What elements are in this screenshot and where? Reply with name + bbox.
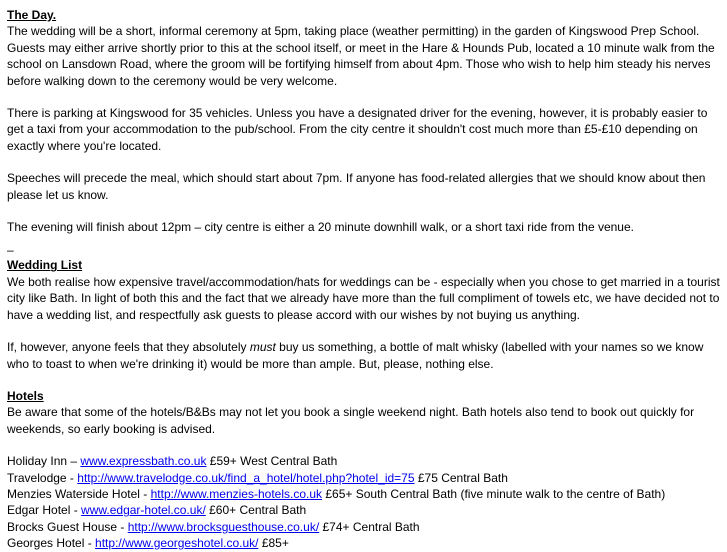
- hotel-details: £59+ West Central Bath: [206, 454, 338, 469]
- hotel-details: £75 Central Bath: [414, 470, 508, 485]
- paragraph-parking: There is parking at Kingswood for 35 vehicles. Unless you have a designated driver for the evening, however, it is probably easier to get a taxi from your accommodation to the pub/school. From the city centre it shouldn't cost much more than £5-£10 depending on exactly where you're located.: [7, 106, 708, 153]
- hotel-details: £60+ Central Bath: [205, 503, 307, 518]
- hotel-link-brocks[interactable]: http://www.brocksguesthouse.co.uk/: [127, 519, 320, 534]
- hotel-details: £74+ Central Bath: [319, 519, 420, 534]
- paragraph-hotels-intro: Be aware that some of the hotels/B&Bs may not let you book a single weekend night. Bath hotels also tend to book out quickly for weekends, so early booking is advised.: [7, 405, 695, 436]
- hotel-details: £65+ South Central Bath (five minute walk to the centre of Bath): [322, 486, 666, 501]
- hotel-name: Travelodge -: [7, 470, 78, 485]
- hotel-name: Menzies Waterside Hotel -: [7, 486, 151, 501]
- hotel-name: Brocks Guest House -: [7, 519, 128, 534]
- paragraph-ceremony: The wedding will be a short, informal ceremony at 5pm, taking place (weather permitting) in the garden of Kingswood Prep School. Guests may either arrive shortly prior to this at the school itself, or meet in the Hare & Hounds Pub, located a 10 minute walk from the school on Lansdown Road, where the groom will be fortifying himself from about 4pm. Those who wish to help him steady his nerves before walking down to the ceremony would be very welcome.: [7, 24, 715, 88]
- whisky-text-after: buy us something, a bottle of malt whisky (labelled with your names so we know who to toast to when we're drinking it) would be more than ample. But, please, nothing else.: [7, 340, 704, 371]
- hotel-link-menzies[interactable]: http://www.menzies-hotels.co.uk: [150, 486, 323, 501]
- hotel-item-holiday-inn: [7, 453, 720, 469]
- paragraph-whisky: [7, 339, 720, 372]
- hotel-link-edgar[interactable]: www.edgar-hotel.co.uk/: [81, 503, 206, 518]
- separator-dash: –: [7, 243, 14, 258]
- hotel-name: Edgar Hotel -: [7, 503, 82, 518]
- section-heading-hotels: Hotels: [7, 388, 44, 403]
- hotel-item-travelodge: [7, 470, 720, 486]
- hotel-name: Holiday Inn –: [7, 454, 81, 469]
- paragraph-evening-finish: The evening will finish about 12pm – city centre is either a 20 minute downhill walk, or a short taxi ride from the venue.: [7, 220, 634, 235]
- hotel-link-holiday-inn[interactable]: www.expressbath.co.uk: [80, 454, 207, 469]
- hotel-details: £85+: [258, 536, 289, 551]
- paragraph-speeches: Speeches will precede the meal, which should start about 7pm. If anyone has food-related allergies that we should know about then please let us know.: [7, 171, 706, 202]
- hotel-item-brocks: [7, 519, 720, 535]
- hotel-name: Georges Hotel -: [7, 536, 96, 551]
- hotel-item-menzies: [7, 486, 720, 502]
- whisky-text-emphasis: must: [249, 340, 276, 355]
- hotel-item-georges: [7, 535, 720, 551]
- whisky-text-before: If, however, anyone feels that they absolutely: [7, 340, 250, 355]
- hotel-list: [7, 453, 720, 551]
- hotel-link-georges[interactable]: http://www.georgeshotel.co.uk/: [95, 536, 259, 551]
- section-heading-wedding-list: Wedding List: [7, 258, 83, 273]
- hotel-link-travelodge[interactable]: http://www.travelodge.co.uk/find_a_hotel/hotel.php?hotel_id=75: [77, 470, 415, 485]
- paragraph-no-wedding-list: We both realise how expensive travel/accommodation/hats for weddings can be - especially when you chose to get married in a tourist city like Bath. In light of both this and the fact that we already have more than the full compliment of towels etc, we have decided not to have a wedding list, and respectfully ask guests to please accord with our wishes by not buying us anything.: [7, 274, 720, 322]
- section-heading-the-day: The Day.: [7, 8, 57, 22]
- hotel-item-edgar: [7, 502, 720, 518]
